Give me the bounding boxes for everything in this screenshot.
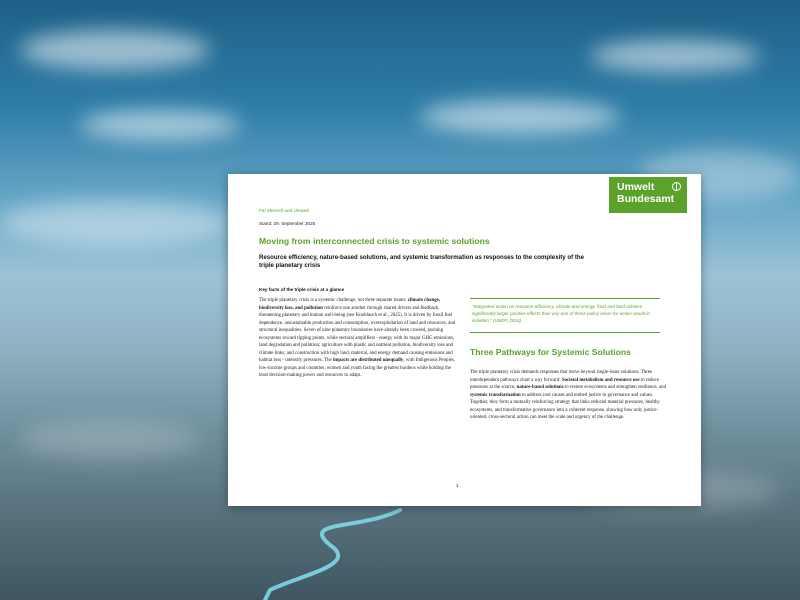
pathways-paragraph [470, 369, 672, 422]
logo-line-2: Bundesamt [617, 193, 675, 205]
page-number: 1 [456, 484, 459, 489]
bold-run: impacts are distributed unequally [332, 358, 404, 364]
left-column [259, 287, 457, 380]
key-facts-paragraph [259, 297, 457, 380]
bold-run: systemic transformation [470, 392, 521, 398]
text-run: The triple planetary crisis is a systemic challenge, not three separate issues: [259, 298, 408, 303]
bold-run: nature-based solutions [516, 385, 564, 391]
text-run: to reduce pressures at the source, [470, 377, 659, 391]
text-run: reinforce one another through shared drivers and feedback, threatening planetary and human well-being (see Knoblauch et al., 2025). It is driven by fossil fuel dependence, unsustainable production and consumption, overexploitation of land and resources, and structural inequalities. Seven of nine planetary boundaries have already been crossed, pushing ecosystems toward tipping points, while sectoral amplifiers - energy with its major GHG emissions, land degradation and pollution; agriculture with plastic and nutrient pollution, biodiversity loss and climate links; and construction with high land, material, and energy demand causing emissions and habitat loss - intensify pressures. The [259, 305, 456, 364]
kicker-text: Für Mensch und Umwelt [259, 208, 309, 213]
bold-run: climate change, biodiversity loss, and pollution [259, 298, 441, 311]
text-run: The triple planetary crisis demands responses that move beyond single-issue solutions. Three interdependent pathways chart a way forward: [470, 370, 653, 383]
document-page [228, 174, 701, 506]
right-column [470, 369, 672, 422]
umweltbundesamt-logo [609, 177, 687, 213]
bold-run: Societal metabolism and resource use [561, 377, 640, 383]
document-title: Moving from interconnected crisis to systemic solutions [259, 236, 490, 246]
text-run: to address root causes and embed justice in governance and values. Together, they form a mutually reinforcing strategy that links reduced material pressures, healthy ecosystems, and transformative governance into a coherent response, showing how only justice-oriented, cross-sectoral action can meet the scale and urgency of the challenge. [470, 392, 660, 421]
facts-heading: Key facts of the triple crisis at a glance [259, 287, 345, 292]
document-date: Stand: 29. September 2025 [259, 221, 316, 226]
section-heading: Three Pathways for Systemic Solutions [470, 347, 631, 357]
logo-line-1: Umwelt [617, 181, 655, 193]
quote-box [470, 298, 660, 333]
globe-icon [672, 182, 681, 191]
document-subtitle: Resource efficiency, nature-based solutions, and systemic transformation as responses to the complexity of the triple planetary crisis [259, 254, 584, 269]
quote-text: "Integrated action on resource efficiency, climate and energy, food and land achieve significantly larger positive effects than any one of these policy areas for action would in isolation." (UNEP, 2024) [472, 304, 650, 323]
text-run: , with Indigenous Peoples, low-income groups and countries, women and youth facing the greatest burdens while holding the least decision-making power and resources to adapt. [259, 358, 456, 379]
text-run: to restore ecosystems and strengthen resilience, and [563, 385, 667, 391]
